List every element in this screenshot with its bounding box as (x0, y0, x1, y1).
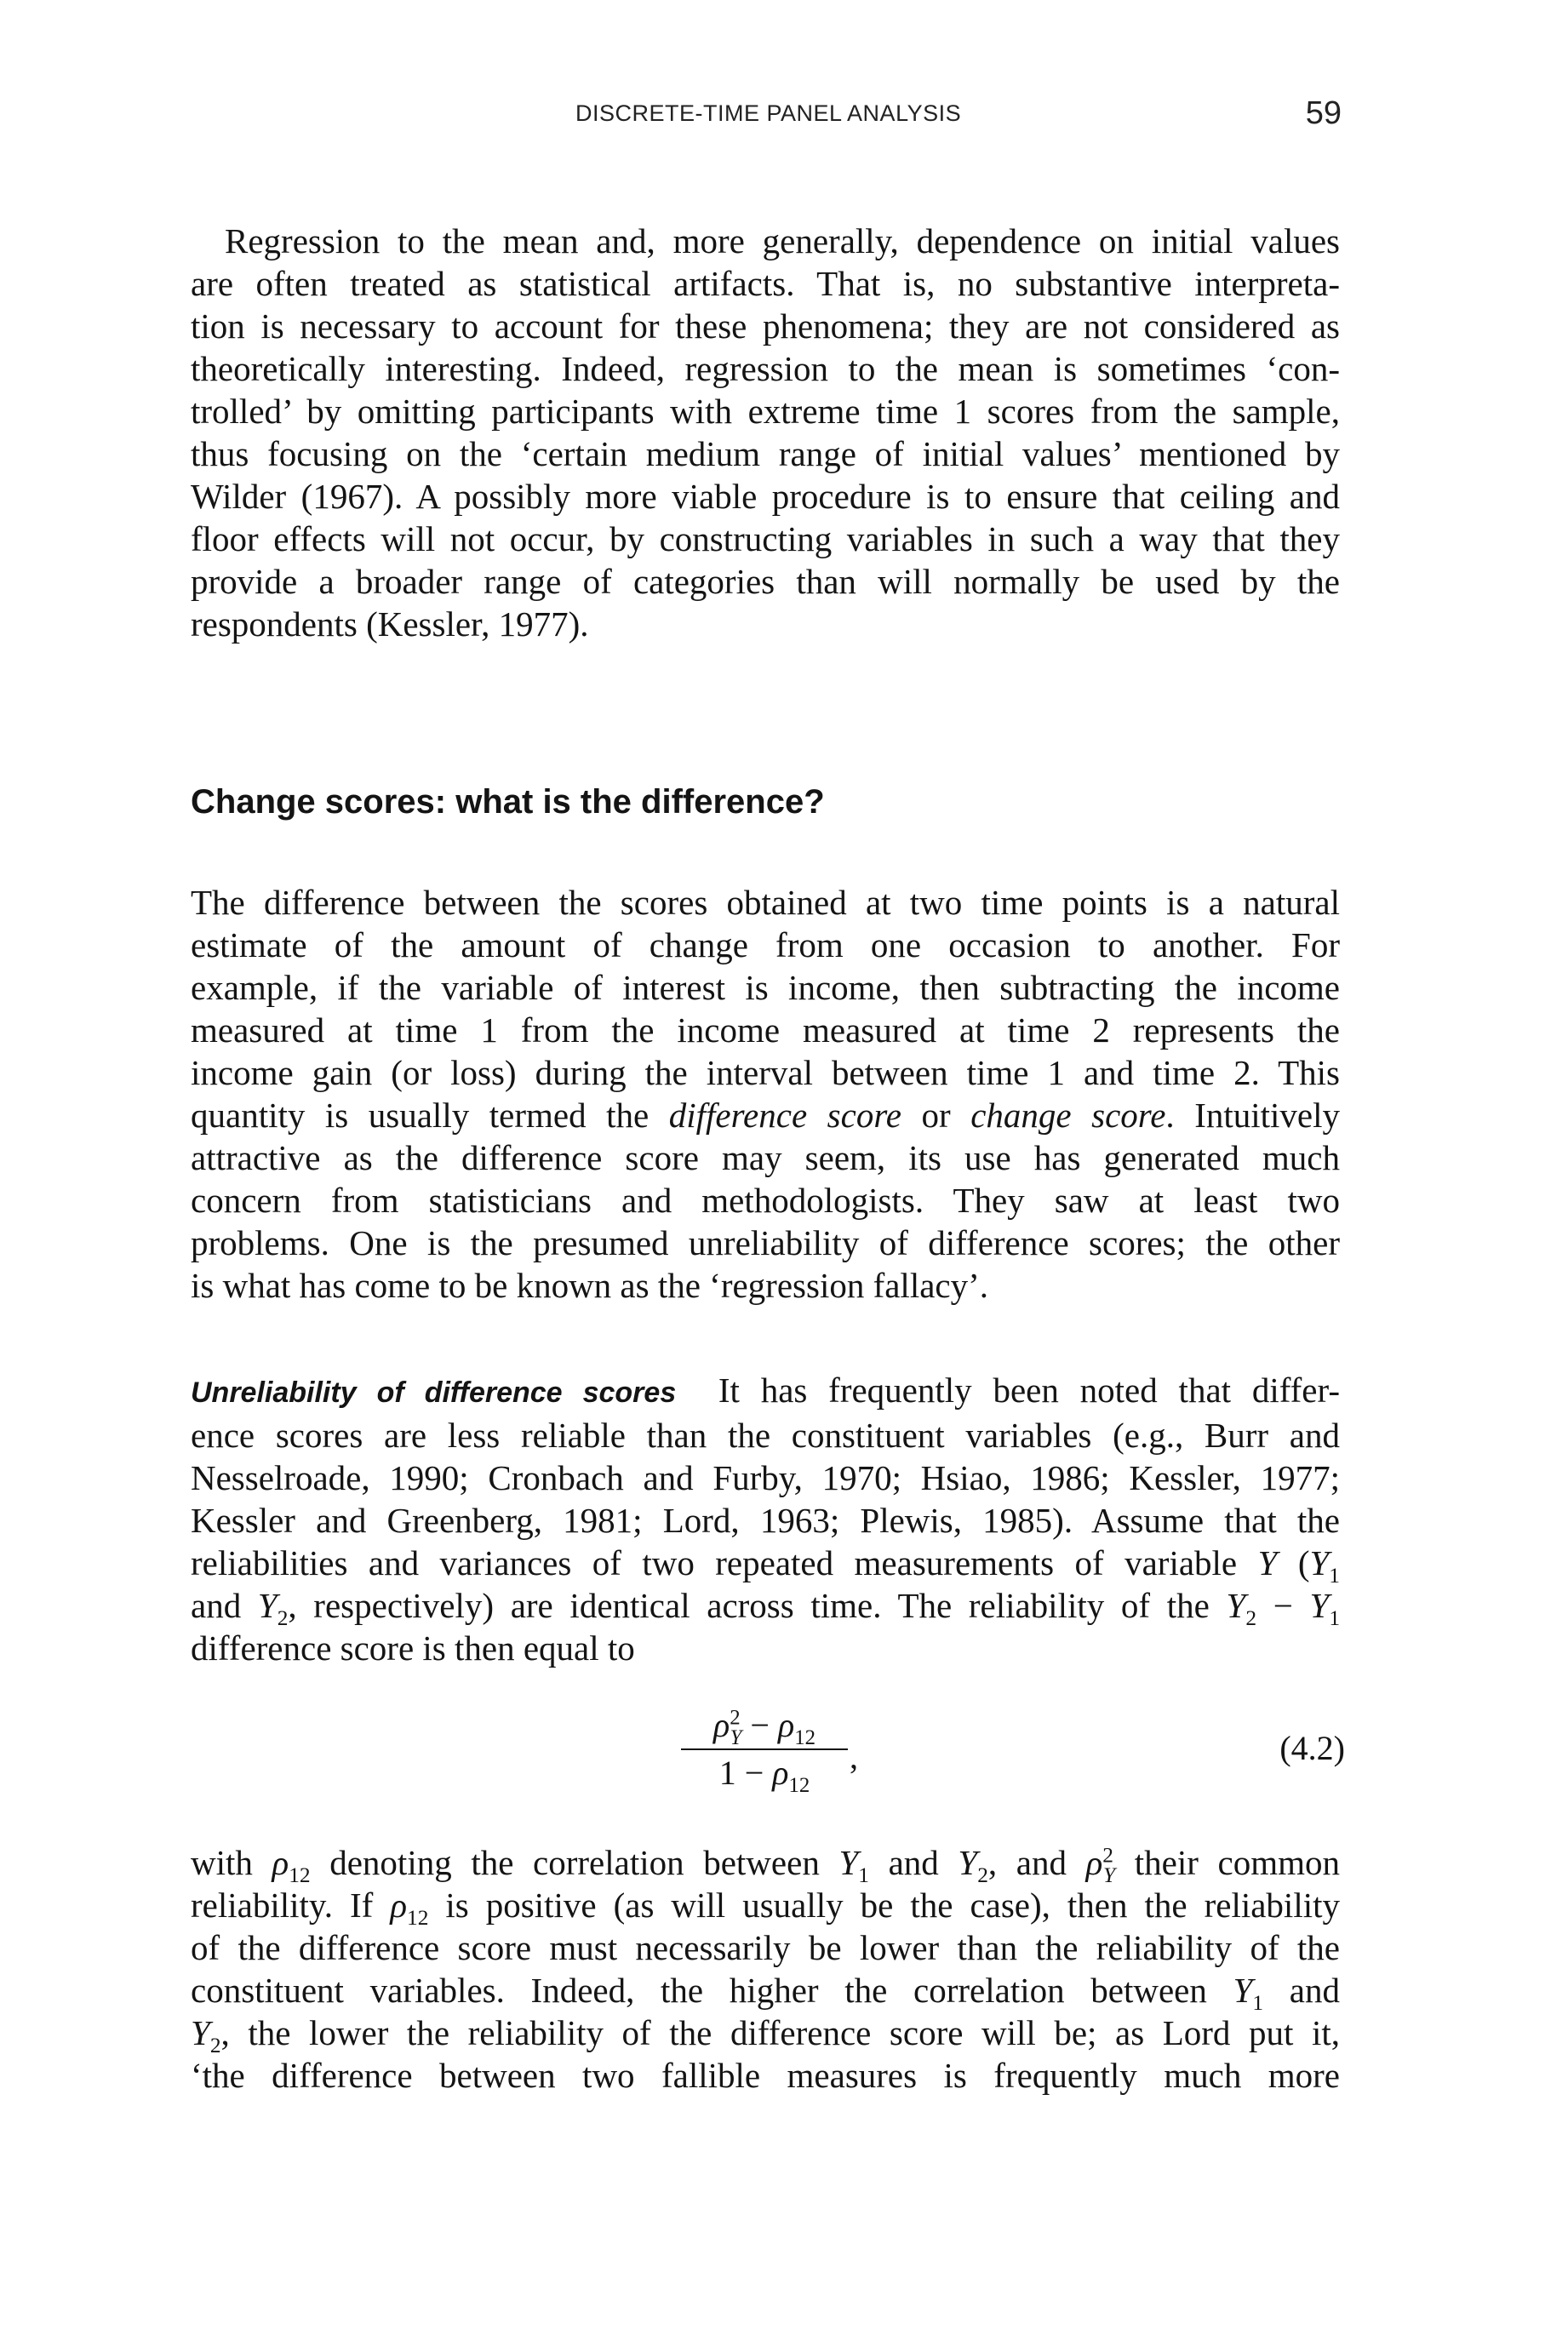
equation-denominator: $1 - \rho_{12}$ (718, 1754, 810, 1797)
fraction-bar (681, 1748, 848, 1750)
equation-4-2 (647, 1704, 1345, 1815)
equation-numerator: $\rho^2_Y - \rho_{12}$ (713, 1706, 815, 1749)
equation-comma: , (850, 1737, 858, 1776)
subsection-heading: Unreliability of difference scores (191, 1376, 677, 1409)
running-head: DISCRETE-TIME PANEL ANALYSIS (575, 100, 962, 126)
section-heading: Change scores: what is the difference? (191, 783, 825, 821)
paragraph-regression-artifacts: Regression to the mean and, more generally, dependence on initial values are often treated as statistical artifacts. That is, no substantive interpreta- tion is necessary to account for these phenomena; they are not considered as theoretically interesting. Indeed, regression to the mean is sometimes ‘con- trolled’ by omitting participants with extreme time 1 scores from the sample, thus focusing on the ‘certain medium range of initial values’ mentioned by Wilder (1967). A possibly more viable procedure is to ensure that ceiling and floor effects will not occur, by constructing variables in such a way that they provide a broader range of categories than will normally be used by the respondents (Kessler, 1977). (191, 221, 1340, 644)
equation-number: (4.2) (1279, 1729, 1345, 1767)
paragraph-unreliability: Unreliability of difference scores It has frequently been noted that differ- ence scores are less reliable than the constituent variables (e.g., Burr and Nesselroade, 1990; Cronbach and Furby, 1970; Hsiao, 1986; Kessler, 1977; Kessler and Greenberg, 1981; Lord, 1963; Plewis, 1985). Assume that the reliabilities and variances of two repeated measurements of variable Y ($Y_1$ and $Y_2$, respectively) are identical across time. The reliability of the $Y_2 - Y_1$ difference score is then equal to (191, 1371, 1341, 1668)
equation-fraction (681, 1704, 848, 1797)
paragraph-difference-score: The difference between the scores obtained at two time points is a natural estimate of the amount of change from one occasion to another. For example, if the variable of interest is income, then subtracting the income measured at time 1 from the income measured at time 2 represents the income gain (or loss) during the interval between time 1 and time 2. This quantity is usually termed the difference score or change score. Intuitively attractive as the difference score may seem, its use has generated much concern from statisticians and methodologists. They saw at least two problems. One is the presumed unreliability of difference scores; the other is what has come to be known as the ‘regression fallacy’. (191, 883, 1341, 1305)
paragraph-correlation: with $\rho_{12}$ denoting the correlation between $Y_1$ and $Y_2$, and $\rho^2_Y$ their common reliability. If $\rho_{12}$ is positive (as will usually be the case), then the reliability of the difference score must necessarily be lower than the reliability of the constituent variables. Indeed, the higher the correlation between $Y_1$ and $Y_2$, the lower the reliability of the difference score will be; as Lord put it, ‘the difference between two fallible measures is frequently much more (191, 1843, 1340, 2095)
page-number: 59 (1305, 95, 1342, 131)
